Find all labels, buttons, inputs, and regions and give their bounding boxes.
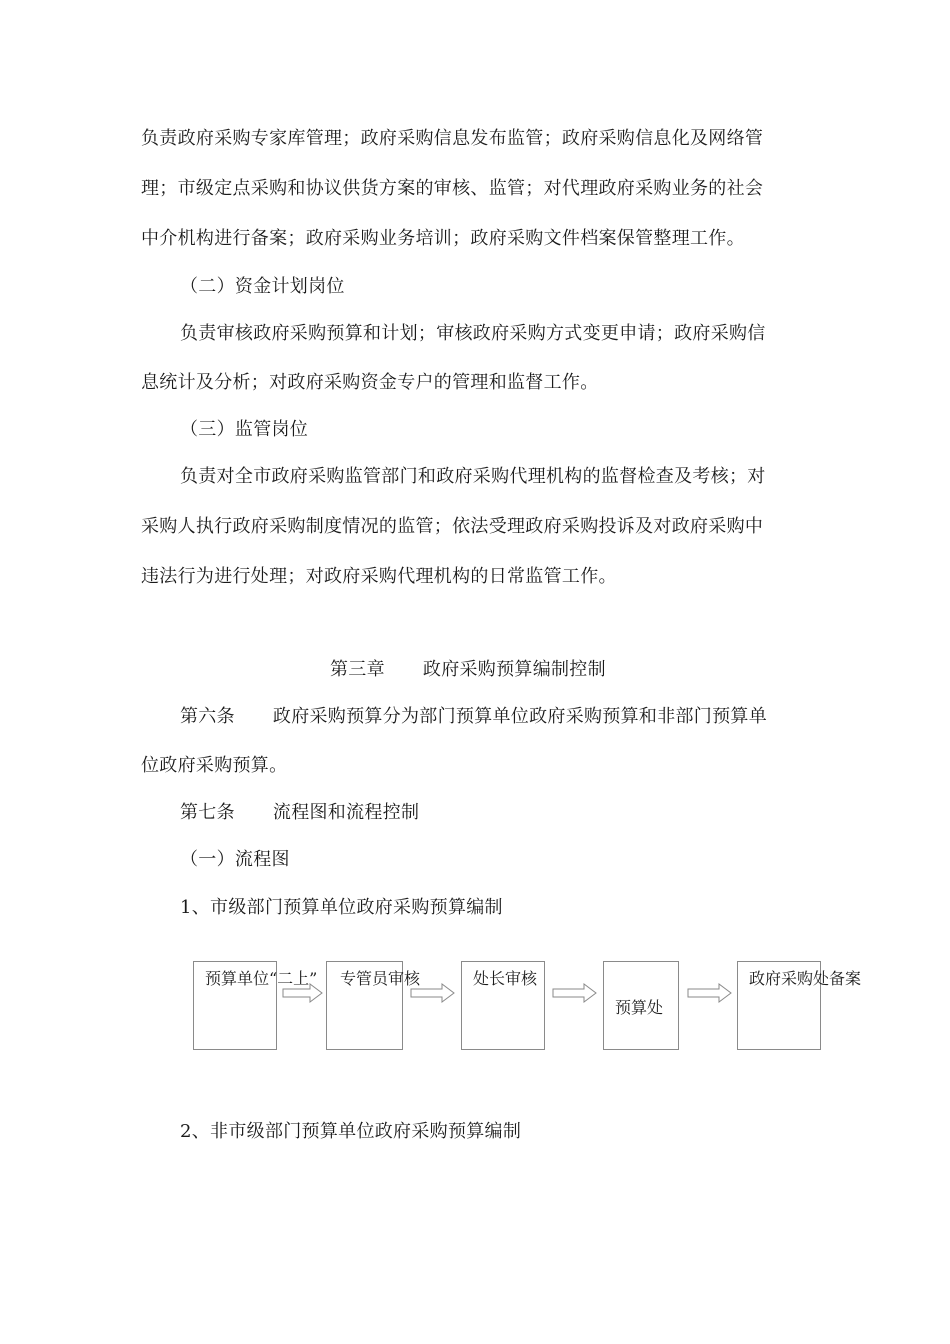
flow-label-procurement-filing: 政府采购处备案: [749, 969, 862, 988]
flow-label-director-review: 处长审核: [473, 969, 538, 988]
section-heading-fund-plan: （二）资金计划岗位: [180, 276, 345, 297]
article-6: [180, 705, 767, 729]
article-6-text: 政府采购预算分为部门预算单位政府采购预算和非部门预算单: [272, 706, 768, 727]
article-7-label: 第七条: [180, 802, 235, 823]
paragraph-line: 负责审核政府采购预算和计划；审核政府采购方式变更申请；政府采购信: [180, 323, 766, 344]
list-item-2: 2、非市级部门预算单位政府采购预算编制: [180, 1121, 522, 1142]
paragraph-line: 理；市级定点采购和协议供货方案的审核、监管；对代理政府采购业务的社会: [141, 178, 764, 199]
arrow-right-icon: [687, 983, 733, 1003]
paragraph-line: 位政府采购预算。: [141, 755, 288, 776]
article-6-label: 第六条: [180, 706, 235, 727]
paragraph-line: 采购人执行政府采购制度情况的监管；依法受理政府采购投诉及对政府采购中: [141, 516, 764, 537]
flow-label-budget-unit: 预算单位“二上”: [205, 969, 318, 988]
chapter-heading: [330, 658, 606, 682]
flow-label-officer-review: 专管员审核: [340, 969, 421, 988]
article-7-text: 流程图和流程控制: [272, 802, 420, 823]
flow-heading: （一）流程图: [180, 849, 290, 870]
paragraph-line: 负责政府采购专家库管理；政府采购信息发布监管；政府采购信息化及网络管: [141, 128, 764, 149]
section-heading-supervision: （三）监管岗位: [180, 419, 309, 440]
flow-label-budget-office: 预算处: [615, 998, 664, 1017]
chapter-title: 政府采购预算编制控制: [422, 659, 606, 680]
paragraph-line: 息统计及分析；对政府采购资金专户的管理和监督工作。: [141, 372, 599, 393]
paragraph-line: 负责对全市政府采购监管部门和政府采购代理机构的监督检查及考核；对: [180, 466, 766, 487]
article-7: [180, 801, 419, 825]
list-item-1: 1、市级部门预算单位政府采购预算编制: [180, 897, 503, 918]
paragraph-line: 违法行为进行处理；对政府采购代理机构的日常监管工作。: [141, 566, 617, 587]
paragraph-line: 中介机构进行备案；政府采购业务培训；政府采购文件档案保管整理工作。: [141, 228, 745, 249]
arrow-right-icon: [552, 983, 598, 1003]
chapter-number: 第三章: [330, 659, 385, 680]
